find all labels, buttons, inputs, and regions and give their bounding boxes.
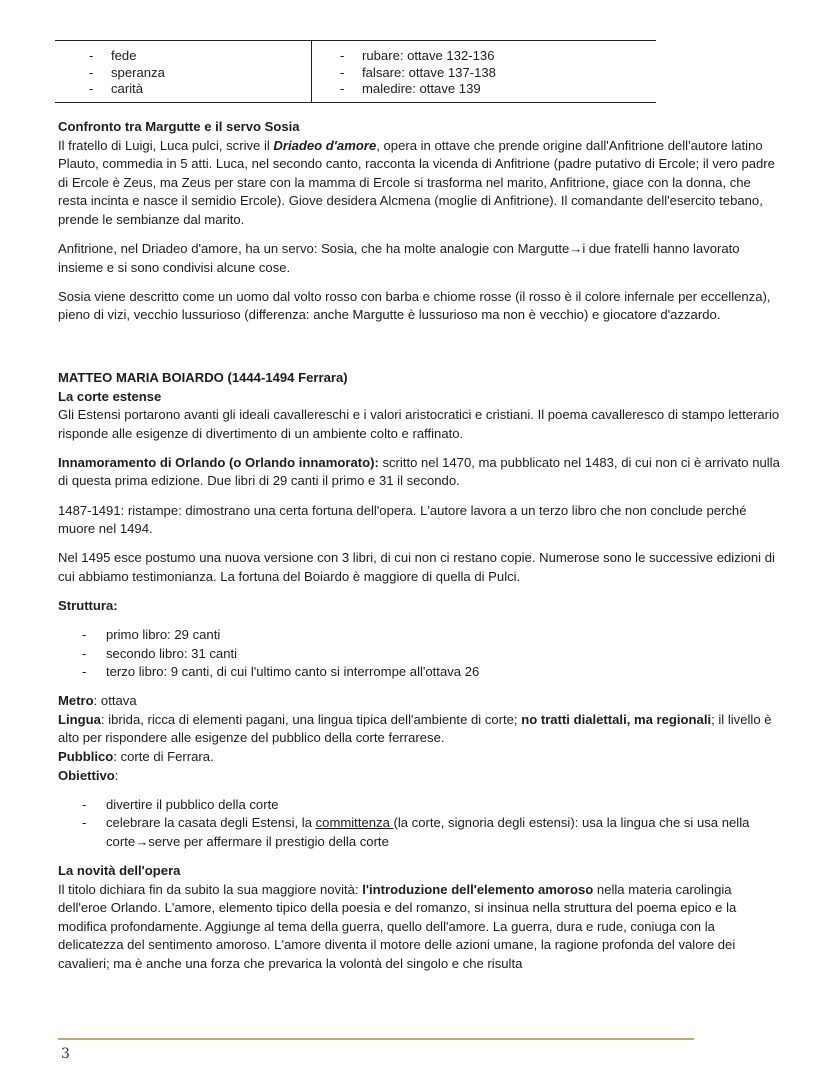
table-left-column xyxy=(89,48,165,98)
subheading-corte-estense: La corte estense xyxy=(58,388,162,404)
footer-rule xyxy=(58,1038,694,1040)
lingua-line: Lingua: ibrida, ricca di elementi pagani, una lingua tipica dell'ambiente di corte; no tratti dialettali, ma regionali; il livello è alto per rispondere alle esigenze del pubblico della corte ferrarese. xyxy=(58,711,772,746)
list-item: - secondo libro: 31 canti xyxy=(82,645,238,661)
document-body xyxy=(58,118,780,974)
paragraph: Gli Estensi portarono avanti gli ideali cavallereschi e i valori aristocratici e cristiani. Il poema cavalleresco di stampo letterario risponde alle esigenze di divertimento di un ambiente colto e raffinato. xyxy=(58,407,780,441)
section-heading-sosia: Confronto tra Margutte e il servo Sosia xyxy=(58,119,300,134)
table-cell: - falsare: ottave 137-138 xyxy=(340,64,496,80)
table-cell: - maledire: ottave 139 xyxy=(340,81,481,96)
struttura-heading: Struttura: xyxy=(58,597,118,613)
obiettivo-line: Obiettivo: xyxy=(58,767,119,783)
obiettivo-list xyxy=(58,796,780,852)
pubblico-line: Pubblico: corte di Ferrara. xyxy=(58,749,214,765)
paragraph: Nel 1495 esce postumo una nuova versione con 3 libri, di cui non ci restano copie. Numerose sono le successive edizioni di cui abbiamo testimonianza. La fortuna del Boiardo è maggiore di quella di Pulci. xyxy=(58,550,775,584)
table-right-column xyxy=(340,48,496,98)
paragraph: Il titolo dichiara fin da subito la sua maggiore novità: l'introduzione dell'elemento amoroso nella materia carolingia dell'eroe Orlando. L'amore, elemento tipico della poesia e del romanzo, si insinua nella struttura del poema epico e la modifica profondamente. Aggiunge al tema della guerra, quello dell'amore. La guerra, dura e rude, coniuga con la delicatezza del sentimento amoroso. L'amore diventa il motore delle azioni umane, la ragione profonda del valore dei cavalieri; ma è anche una forza che prevarica la volontà del singolo e che risulta xyxy=(58,881,737,971)
page-number: 3 xyxy=(61,1046,70,1062)
table-cell: - carità xyxy=(89,81,144,96)
paragraph: 1487-1491: ristampe: dimostrano una certa fortuna dell'opera. L'autore lavora a un terzo libro che non conclude perché muore nel 1494. xyxy=(58,502,747,537)
list-item: - celebrare la casata degli Estensi, la committenza (la corte, signoria degli estensi): usa la lingua che si usa nella corte→serve per affermare il prestigio della corte xyxy=(82,815,750,849)
table-cell: - rubare: ottave 132-136 xyxy=(340,48,495,63)
struttura-list xyxy=(58,626,780,682)
paragraph: Innamoramento di Orlando (o Orlando innamorato): scritto nel 1470, ma pubblicato nel 1483, di cui non ci è arrivato nulla di questa prima edizione. Due libri di 29 canti il primo e 31 il secondo. xyxy=(58,454,780,489)
metro-line: Metro: ottava xyxy=(58,693,137,709)
paragraph: Anfitrione, nel Driadeo d'amore, ha un servo: Sosia, che ha molte analogie con Margutte→i due fratelli hanno lavorato insieme e si sono condivisi alcune cose. xyxy=(58,241,740,275)
table-column-divider xyxy=(311,41,312,102)
list-item: - terzo libro: 9 canti, di cui l'ultimo canto si interrompe all'ottava 26 xyxy=(82,664,480,680)
table-cell: - speranza xyxy=(89,64,165,80)
novita-heading: La novità dell'opera xyxy=(58,863,181,878)
table-cell: - fede xyxy=(89,48,137,63)
virtues-sins-table xyxy=(55,40,656,103)
list-item: - primo libro: 29 canti xyxy=(82,626,221,642)
paragraph: Sosia viene descritto come un uomo dal volto rosso con barba e chiome rosse (il rosso è il colore infernale per eccellenza), pieno di vizi, vecchio lussurioso (differenza: anche Margutte è lussurioso ma non è vecchio) e giocatore d'azzardo. xyxy=(58,288,771,323)
paragraph: Il fratello di Luigi, Luca pulci, scrive il Driadeo d'amore, opera in ottave che prende origine dall'Anfitrione dell'autore latino Plauto, commedia in 5 atti. Luca, nel secondo canto, racconta la vicenda di Anfitrione (padre putativo di Ercole; il vero padre di Ercole è Zeus, ma Zeus per stare con la mamma di Ercole si trasforma nel marito, Anfitrione, giace con la donna, che resta incinta e nasce il semidio Ercole). Giove desidera Alcmena (moglie di Anfitrione). Il comandante dell'esercito tebano, prende le sembianze dal marito. xyxy=(58,137,775,227)
section-heading-boiardo: MATTEO MARIA BOIARDO (1444-1494 Ferrara) xyxy=(58,369,348,385)
list-item: - divertire il pubblico della corte xyxy=(82,796,279,812)
